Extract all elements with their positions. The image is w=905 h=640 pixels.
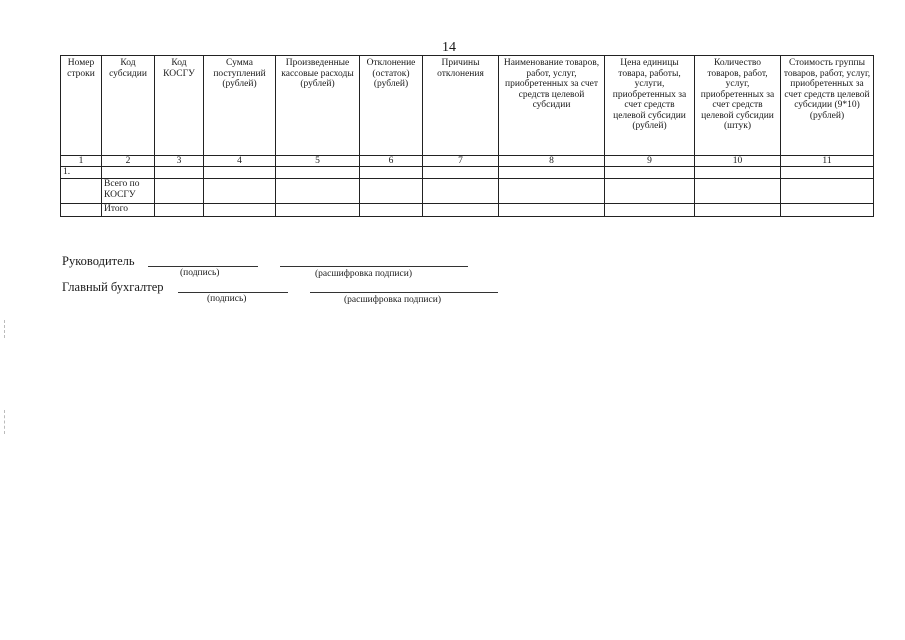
- table-cell: [360, 179, 423, 204]
- table-cell: 1.: [61, 167, 102, 179]
- scan-margin-mark: [4, 320, 5, 338]
- chief-accountant-signature-line: [178, 292, 288, 293]
- column-header: Отклонение (остаток) (рублей): [360, 56, 423, 156]
- column-header: Наименование товаров, работ, услуг, приобретенных за счет средств целевой субсидии: [499, 56, 605, 156]
- table-cell: [204, 204, 276, 217]
- table-header-row: [61, 56, 874, 156]
- scan-margin-mark: [4, 410, 5, 434]
- table-row: [61, 179, 874, 204]
- column-number: 11: [781, 156, 874, 167]
- table-cell: [423, 167, 499, 179]
- head-signature-line: [148, 266, 258, 267]
- column-header: Цена единицы товара, работы, услуги, приобретенных за счет средств целевой субсидии (рублей): [605, 56, 695, 156]
- head-decoding-line: [280, 266, 468, 267]
- table-cell: [276, 204, 360, 217]
- subsidy-report-table: [60, 55, 874, 217]
- table-cell: [781, 179, 874, 204]
- column-number: 5: [276, 156, 360, 167]
- table-cell: [695, 167, 781, 179]
- table-cell: [276, 167, 360, 179]
- column-number: 10: [695, 156, 781, 167]
- table-cell: [781, 204, 874, 217]
- column-number: 3: [155, 156, 204, 167]
- table-cell: Всего по КОСГУ: [102, 179, 155, 204]
- table-row: [61, 167, 874, 179]
- column-header: Стоимость группы товаров, работ, услуг, приобретенных за счет средств целевой субсидии (9*10) (рублей): [781, 56, 874, 156]
- column-header: Произведенные кассовые расходы (рублей): [276, 56, 360, 156]
- column-header: Номер строки: [61, 56, 102, 156]
- table-cell: [360, 204, 423, 217]
- column-header: Код субсидии: [102, 56, 155, 156]
- chief-accountant-decoding-line: [310, 292, 498, 293]
- table-cell: [61, 204, 102, 217]
- table-cell: [276, 179, 360, 204]
- page-number: 14: [442, 40, 456, 55]
- table-cell: [204, 167, 276, 179]
- head-signature-label: Руководитель: [62, 254, 135, 268]
- table-cell: [61, 179, 102, 204]
- table-cell: [499, 179, 605, 204]
- table-cell: [499, 204, 605, 217]
- column-header: Сумма поступлений (рублей): [204, 56, 276, 156]
- table-cell: [499, 167, 605, 179]
- table-cell: [695, 204, 781, 217]
- column-number: 2: [102, 156, 155, 167]
- table-cell: [605, 204, 695, 217]
- table-cell: [155, 204, 204, 217]
- column-header: Код КОСГУ: [155, 56, 204, 156]
- column-number: 9: [605, 156, 695, 167]
- table-row: [61, 204, 874, 217]
- table-cell: [423, 204, 499, 217]
- table-cell: [605, 167, 695, 179]
- column-number: 1: [61, 156, 102, 167]
- chief-accountant-signature-caption: (подпись): [207, 294, 247, 304]
- head-signature-caption: (подпись): [180, 268, 220, 278]
- column-header: Количество товаров, работ, услуг, приобретенных за счет средств целевой субсидии (штук): [695, 56, 781, 156]
- column-number: 4: [204, 156, 276, 167]
- table-cell: Итого: [102, 204, 155, 217]
- table-cell: [360, 167, 423, 179]
- table-cell: [204, 179, 276, 204]
- column-number-row: [61, 156, 874, 167]
- table-cell: [695, 179, 781, 204]
- table-cell: [605, 179, 695, 204]
- head-decoding-caption: (расшифровка подписи): [315, 269, 412, 279]
- table-cell: [102, 167, 155, 179]
- table-cell: [781, 167, 874, 179]
- table-cell: [155, 179, 204, 204]
- chief-accountant-signature-label: Главный бухгалтер: [62, 280, 164, 294]
- column-number: 8: [499, 156, 605, 167]
- chief-accountant-decoding-caption: (расшифровка подписи): [344, 295, 441, 305]
- table-cell: [155, 167, 204, 179]
- column-number: 7: [423, 156, 499, 167]
- table-cell: [423, 179, 499, 204]
- column-number: 6: [360, 156, 423, 167]
- column-header: Причины отклонения: [423, 56, 499, 156]
